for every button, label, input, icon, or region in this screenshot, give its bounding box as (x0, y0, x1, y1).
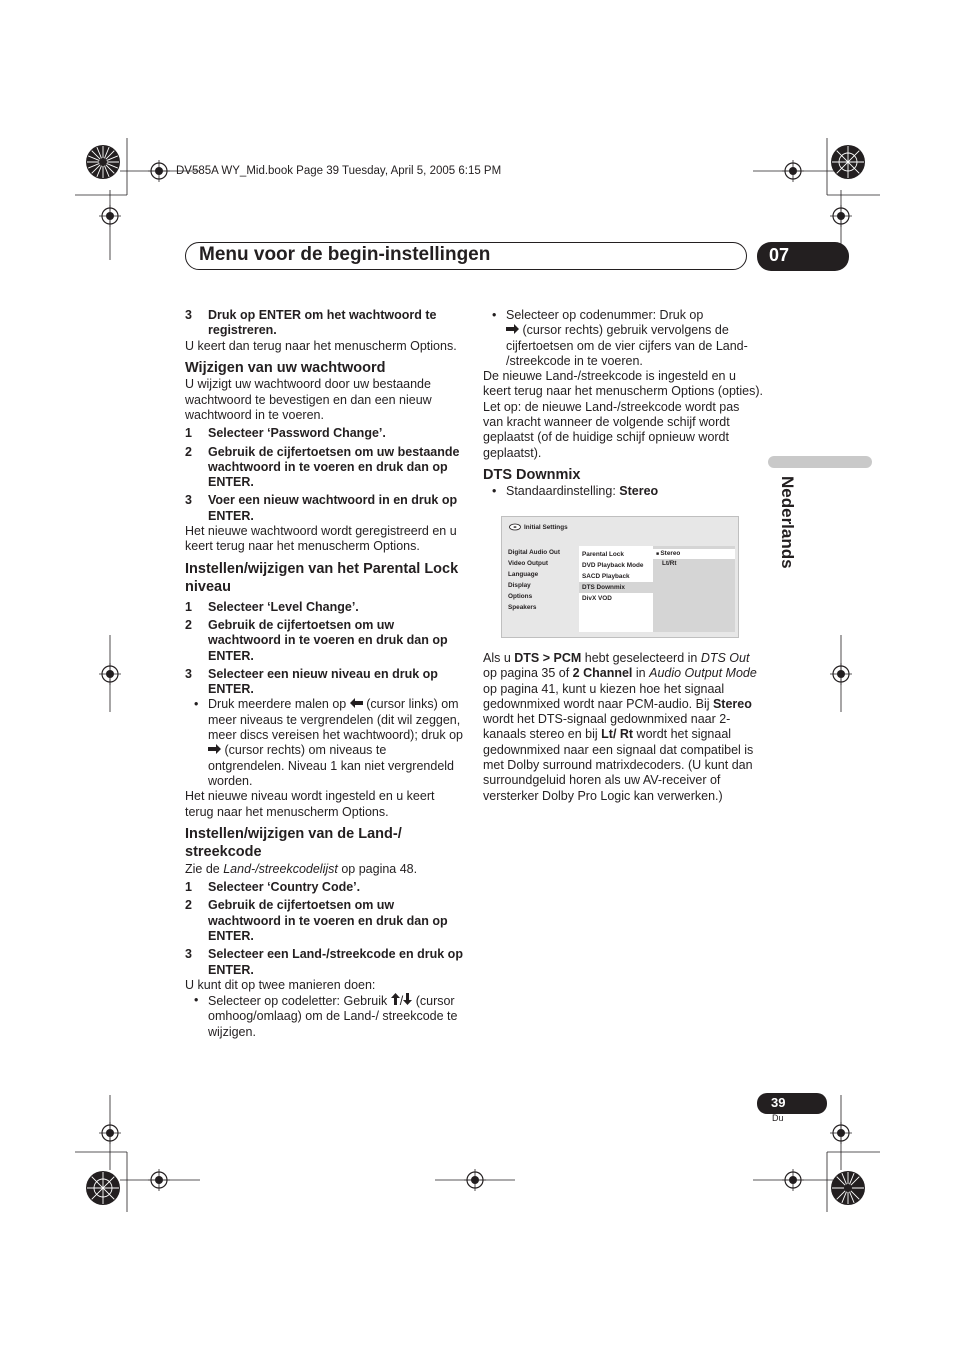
registration-mark-icon (830, 663, 852, 685)
registration-mark-icon (782, 1169, 804, 1191)
step-text: Selecteer ‘Country Code’. (208, 880, 361, 895)
step-text: Selecteer ‘Password Change’. (208, 426, 386, 441)
registration-mark-icon (99, 663, 121, 685)
registration-mark-icon (830, 1122, 852, 1144)
step-number: 2 (185, 617, 192, 632)
osd-menu-item: Language (508, 571, 539, 578)
step-number: 3 (185, 947, 192, 962)
step-text: Gebruik de cijfertoetsen om uw wachtwoord in te voeren en druk dan op ENTER. (208, 617, 448, 663)
step (185, 493, 463, 524)
disc-icon (509, 523, 521, 531)
side-language-label (773, 476, 797, 582)
step-text: Selecteer een Land-/streekcode en druk op ENTER. (208, 947, 463, 977)
step-number: 3 (185, 666, 192, 681)
chapter-badge (757, 242, 849, 271)
osd-submenu-column (579, 546, 653, 632)
step-text: Gebruik de cijfertoetsen om uw bestaande wachtwoord in te voeren en druk dan op ENTER. (208, 444, 460, 490)
registration-mark-icon (99, 1122, 121, 1144)
osd-menu-item: Options (508, 593, 533, 600)
step-number: 2 (185, 898, 192, 913)
page-number: 39 (771, 1095, 786, 1110)
registration-mark-icon (99, 205, 121, 227)
side-tab (768, 456, 872, 468)
registration-mark-icon (782, 160, 804, 182)
step (185, 898, 463, 944)
page-title: Menu voor de begin-instellingen (199, 244, 491, 265)
step (185, 600, 463, 615)
step-number: 1 (185, 599, 192, 614)
bullet-item: • Standaardinstelling: Stereo (492, 484, 659, 499)
print-header: DV585A WY_Mid.book Page 39 Tuesday, April 5, 2005 6:15 PM (176, 165, 502, 177)
osd-submenu-item: SACD Playback (582, 573, 630, 580)
osd-submenu-item: Parental Lock (582, 551, 624, 558)
step-text: Selecteer een nieuw niveau en druk op ENTER. (208, 666, 438, 697)
arrow-up-icon (391, 993, 400, 1005)
paragraph: Zie de Land-/streekcodelijst op pagina 48. (185, 861, 418, 876)
section-heading: Instellen/wijzigen van de Land-/ streekcode (185, 825, 402, 861)
osd-screenshot (501, 516, 739, 638)
section-heading: DTS Downmix (483, 466, 581, 483)
step (185, 445, 463, 491)
paragraph: Het nieuwe niveau wordt ingesteld en u keert terug naar het menuscherm Options. (185, 789, 435, 819)
paragraph: U wijzigt uw wachtwoord door uw bestaande wachtwoord te bevestigen en dan een nieuw wachtwoord in te voeren. (185, 377, 432, 422)
osd-menu-item: Video Output (508, 560, 548, 567)
step-text: Voer een nieuw wachtwoord in en druk op ENTER. (208, 493, 458, 523)
step (185, 426, 463, 441)
bullet-item: • Selecteer op codeletter: Gebruik / (cursor omhoog/omlaag) om de Land-/ streekcode te wijzigen. (194, 993, 458, 1039)
osd-submenu-item: DivX VOD (582, 595, 612, 602)
arrow-right-icon (506, 324, 519, 334)
arrow-left-icon (350, 698, 363, 708)
section-heading: Instellen/wijzigen van het Parental Lock niveau (185, 560, 459, 596)
registration-mark-icon (830, 205, 852, 227)
section-heading: Wijzigen van uw wachtwoord (185, 359, 386, 376)
osd-menu-column (508, 547, 560, 613)
osd-submenu-item-selected: DTS Downmix (579, 582, 653, 593)
step (185, 667, 463, 698)
default-value: Stereo (619, 484, 659, 499)
osd-submenu-item: DVD Playback Mode (582, 562, 644, 569)
registration-mark-icon (148, 160, 170, 182)
step-number: 3 (185, 493, 192, 508)
paragraph: U keert dan terug naar het menuscherm Options. (185, 338, 457, 353)
arrow-down-icon (403, 993, 412, 1005)
osd-menu-item: Digital Audio Out (508, 549, 560, 556)
paragraph: U kunt dit op twee manieren doen: (185, 977, 376, 992)
starburst-icon (830, 1170, 866, 1206)
osd-menu-item: Display (508, 582, 531, 589)
step-number: 1 (185, 880, 192, 895)
left-column (185, 308, 463, 1040)
dts-paragraph: Als u DTS > PCM hebt geselecteerd in DTS Out op pagina 35 of 2 Channel in Audio Output Mode op pagina 41, kunt u kiezen hoe het signaal gedownmixed wordt naar PCM-audio. Bij Stereo wordt het DTS-signaal gedownmixed naar 2-kanaals stereo en bij Lt/ Rt wordt het signaal gedownmixed naar een signaal dat compatibel is met Dolby surround matrixdecoders. (U kunt dan surroundgeluid horen als uw AV-receiver of versterker Dolby Pro Logic kan verwerken.) (483, 651, 757, 803)
osd-option-column (653, 546, 735, 632)
osd-option: Lt/Rt (662, 560, 677, 567)
paragraph: De nieuwe Land-/streekcode is ingesteld en u keert terug naar het menuscherm Options (opties). Let op: de nieuwe Land-/streekcode wordt pas van kracht wanneer de volgende schijf wordt geplaatst (of de huidige schijf opnieuw wordt geplaatst). (483, 369, 763, 460)
starburst-icon (85, 1170, 121, 1206)
step-text: Gebruik de cijfertoetsen om uw wachtwoord in te voeren en druk dan op ENTER. (208, 898, 448, 943)
right-column (483, 308, 763, 500)
starburst-icon (85, 144, 121, 180)
bullet-item: • Selecteer op codenummer: Druk op (cursor rechts) gebruik vervolgens de cijfertoetsen om de vier cijfers van de Land- /streekcode in te voeren. (492, 308, 748, 368)
side-language-text: Nederlands (778, 476, 797, 569)
osd-header: Initial Settings (509, 523, 568, 531)
paragraph: Het nieuwe wachtwoord wordt geregistreerd en u keert terug naar het menuscherm Options. (185, 524, 457, 554)
step-number: 2 (185, 444, 192, 459)
step (185, 947, 463, 978)
osd-menu-item: Speakers (508, 604, 537, 611)
step-number: 1 (185, 426, 192, 441)
step-text: Druk op ENTER om het wachtwoord te registreren. (208, 308, 437, 338)
registration-mark-icon (464, 1169, 486, 1191)
page-language-code: Du (772, 1113, 784, 1123)
registration-mark-icon (148, 1169, 170, 1191)
step-text: Selecteer ‘Level Change’. (208, 599, 359, 614)
step (185, 308, 463, 339)
step (185, 618, 463, 664)
step (185, 880, 463, 895)
bullet-item: • Druk meerdere malen op (cursor links) om meer niveaus te vergrendelen (dit wil zeggen, meer discs vereisen het wachtwoord); druk op (cursor rechts) om niveaus te ontgrendelen. Niveau 1 kan niet vergrendeld worden. (194, 697, 463, 788)
step-number: 3 (185, 308, 192, 322)
starburst-icon (830, 144, 866, 180)
chapter-number: 07 (769, 245, 790, 265)
osd-option-selected: ■ Stereo (653, 549, 735, 559)
page-number-badge (757, 1093, 827, 1114)
arrow-right-icon (208, 744, 221, 754)
